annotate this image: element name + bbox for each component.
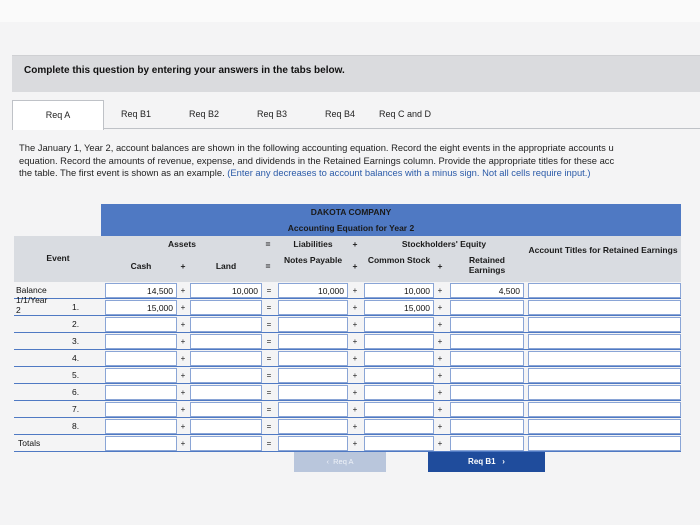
equals-sign: = [266, 405, 272, 414]
account-titles-header: Account Titles for Retained Earnings [528, 245, 678, 255]
plus-sign: + [180, 388, 186, 397]
tab-req-a[interactable]: Req A [12, 100, 104, 130]
account-title-input[interactable] [528, 351, 681, 366]
common-input[interactable] [364, 351, 434, 366]
cash-input[interactable] [105, 402, 177, 417]
common-input[interactable] [364, 317, 434, 332]
chevron-right-icon: › [502, 457, 505, 466]
cash-input[interactable]: 15,000 [105, 300, 177, 315]
common-input[interactable] [364, 419, 434, 434]
event-label: 3. [72, 336, 80, 346]
plus-sign: + [437, 371, 443, 380]
event-label: 5. [72, 370, 80, 380]
land-input[interactable] [190, 385, 262, 400]
plus-header-3: + [352, 261, 358, 271]
notes-payable-header: Notes Payable [283, 255, 343, 265]
account-title-input[interactable] [528, 317, 681, 332]
retained-input[interactable] [450, 419, 524, 434]
account-title-input[interactable] [528, 334, 681, 349]
cash-input[interactable] [105, 317, 177, 332]
plus-sign: + [437, 337, 443, 346]
retained-input[interactable] [450, 300, 524, 315]
equals-sign: = [266, 303, 272, 312]
cash-input[interactable] [105, 334, 177, 349]
plus-header-4: + [437, 261, 443, 271]
land-input[interactable] [190, 436, 262, 451]
notes-input[interactable] [278, 419, 348, 434]
notes-input[interactable] [278, 351, 348, 366]
retained-input[interactable] [450, 402, 524, 417]
row-separator [14, 332, 681, 333]
retained-input[interactable] [450, 385, 524, 400]
account-title-input[interactable] [528, 385, 681, 400]
retained-earnings-header: Retained Earnings [468, 255, 506, 275]
event-label: 1. [72, 302, 80, 312]
plus-sign: + [180, 371, 186, 380]
instruction-banner [12, 55, 700, 92]
cash-input[interactable] [105, 419, 177, 434]
plus-sign: + [180, 286, 186, 295]
tab-req-b1[interactable]: Req B1 [120, 109, 152, 119]
equals-header-2: = [265, 261, 271, 271]
retained-input[interactable] [450, 351, 524, 366]
plus-sign: + [437, 286, 443, 295]
plus-header-2: + [180, 261, 186, 271]
equals-sign: = [266, 320, 272, 329]
common-input[interactable] [364, 385, 434, 400]
notes-input[interactable] [278, 402, 348, 417]
event-label: Balance 1/1/Year 2 [16, 285, 48, 315]
common-input[interactable] [364, 436, 434, 451]
plus-header: + [352, 239, 358, 249]
description-line-1: The January 1, Year 2, account balances are shown in the following accounting equation. Record the eight events in the appropriate accounts u [19, 142, 614, 153]
plus-sign: + [437, 303, 443, 312]
event-header: Event [46, 253, 70, 263]
common-input[interactable]: 15,000 [364, 300, 434, 315]
row-separator [14, 366, 681, 367]
plus-sign: + [437, 320, 443, 329]
table-subtitle: Accounting Equation for Year 2 [287, 223, 415, 233]
description-line-2: equation. Record the amounts of revenue, expense, and dividends in the Retained Earnings column. Provide the appropriate titles for these acc [19, 154, 615, 166]
tab-req-b3[interactable]: Req B3 [256, 109, 288, 119]
account-title-input[interactable] [528, 402, 681, 417]
common-input[interactable] [364, 402, 434, 417]
event-label: Totals [18, 438, 41, 448]
plus-sign: + [352, 354, 358, 363]
equals-sign: = [266, 371, 272, 380]
plus-sign: + [437, 422, 443, 431]
plus-sign: + [180, 439, 186, 448]
tab-req-b2[interactable]: Req B2 [188, 109, 220, 119]
description-line-3 [19, 167, 699, 180]
event-label: 7. [72, 404, 80, 414]
description-hint: (Enter any decreases to account balances with a minus sign. Not all cells require input.) [227, 167, 591, 178]
plus-sign: + [180, 354, 186, 363]
plus-sign: + [437, 439, 443, 448]
prev-button[interactable] [294, 452, 386, 472]
cash-input[interactable] [105, 385, 177, 400]
plus-sign: + [352, 337, 358, 346]
plus-sign: + [352, 439, 358, 448]
plus-sign: + [352, 286, 358, 295]
notes-input[interactable] [278, 436, 348, 451]
land-input[interactable] [190, 351, 262, 366]
land-input[interactable] [190, 419, 262, 434]
requirement-tabs [12, 100, 700, 129]
row-separator [14, 298, 681, 299]
equals-sign: = [266, 422, 272, 431]
cash-input[interactable]: 14,500 [105, 283, 177, 298]
plus-sign: + [437, 405, 443, 414]
plus-sign: + [180, 422, 186, 431]
equals-sign: = [266, 286, 272, 295]
company-name: DAKOTA COMPANY [310, 207, 392, 217]
row-separator [14, 417, 681, 418]
cash-input[interactable] [105, 436, 177, 451]
event-label: 6. [72, 387, 80, 397]
row-separator [14, 434, 681, 435]
land-input[interactable] [190, 300, 262, 315]
plus-sign: + [352, 371, 358, 380]
plus-sign: + [437, 388, 443, 397]
assets-header: Assets [168, 239, 196, 249]
prev-button-label: Req A [333, 457, 354, 466]
plus-sign: + [352, 405, 358, 414]
plus-sign: + [352, 320, 358, 329]
land-input[interactable] [190, 368, 262, 383]
row-separator [14, 315, 681, 316]
notes-input[interactable] [278, 368, 348, 383]
notes-input[interactable] [278, 317, 348, 332]
cash-header: Cash [130, 261, 152, 271]
plus-sign: + [352, 422, 358, 431]
tab-req-b4[interactable]: Req B4 [324, 109, 356, 119]
liabilities-header: Liabilities [293, 239, 333, 249]
row-separator [14, 383, 681, 384]
cash-input[interactable] [105, 351, 177, 366]
equals-sign: = [266, 337, 272, 346]
notes-input[interactable] [278, 300, 348, 315]
common-input[interactable] [364, 368, 434, 383]
equals-sign: = [266, 354, 272, 363]
common-stock-header: Common Stock [367, 255, 431, 265]
plus-sign: + [180, 303, 186, 312]
plus-sign: + [352, 388, 358, 397]
common-input[interactable]: 10,000 [364, 283, 434, 298]
account-title-input[interactable] [528, 436, 681, 451]
plus-sign: + [180, 337, 186, 346]
equals-sign: = [266, 439, 272, 448]
stockholders-equity-header: Stockholders' Equity [401, 239, 487, 249]
description-line-3-text: the table. The first event is shown as an example. [19, 167, 228, 178]
retained-input[interactable] [450, 334, 524, 349]
next-button-label: Req B1 [468, 457, 496, 466]
equals-sign: = [266, 388, 272, 397]
notes-input[interactable] [278, 385, 348, 400]
land-input[interactable] [190, 402, 262, 417]
plus-sign: + [180, 405, 186, 414]
account-title-input[interactable] [528, 419, 681, 434]
tab-req-c-and-d[interactable]: Req C and D [378, 109, 432, 119]
land-input[interactable] [190, 317, 262, 332]
event-label: 4. [72, 353, 80, 363]
row-separator [14, 349, 681, 350]
retained-input[interactable] [450, 368, 524, 383]
equals-header: = [265, 239, 271, 249]
plus-sign: + [437, 354, 443, 363]
row-separator [14, 400, 681, 401]
retained-input[interactable] [450, 317, 524, 332]
event-label: 8. [72, 421, 80, 431]
land-input[interactable]: 10,000 [190, 283, 262, 298]
retained-input[interactable]: 4,500 [450, 283, 524, 298]
cash-input[interactable] [105, 368, 177, 383]
notes-input[interactable] [278, 334, 348, 349]
plus-sign: + [352, 303, 358, 312]
land-input[interactable] [190, 334, 262, 349]
event-label: 2. [72, 319, 80, 329]
account-title-input[interactable] [528, 300, 681, 315]
retained-input[interactable] [450, 436, 524, 451]
land-header: Land [215, 261, 237, 271]
browser-top-edge [0, 0, 700, 22]
chevron-left-icon: ‹ [326, 457, 329, 466]
plus-sign: + [180, 320, 186, 329]
notes-input[interactable]: 10,000 [278, 283, 348, 298]
account-title-input[interactable] [528, 283, 681, 298]
account-title-input[interactable] [528, 368, 681, 383]
common-input[interactable] [364, 334, 434, 349]
instruction-text: Complete this question by entering your answers in the tabs below. [24, 65, 345, 76]
next-button[interactable] [428, 452, 545, 472]
question-description [19, 142, 699, 180]
